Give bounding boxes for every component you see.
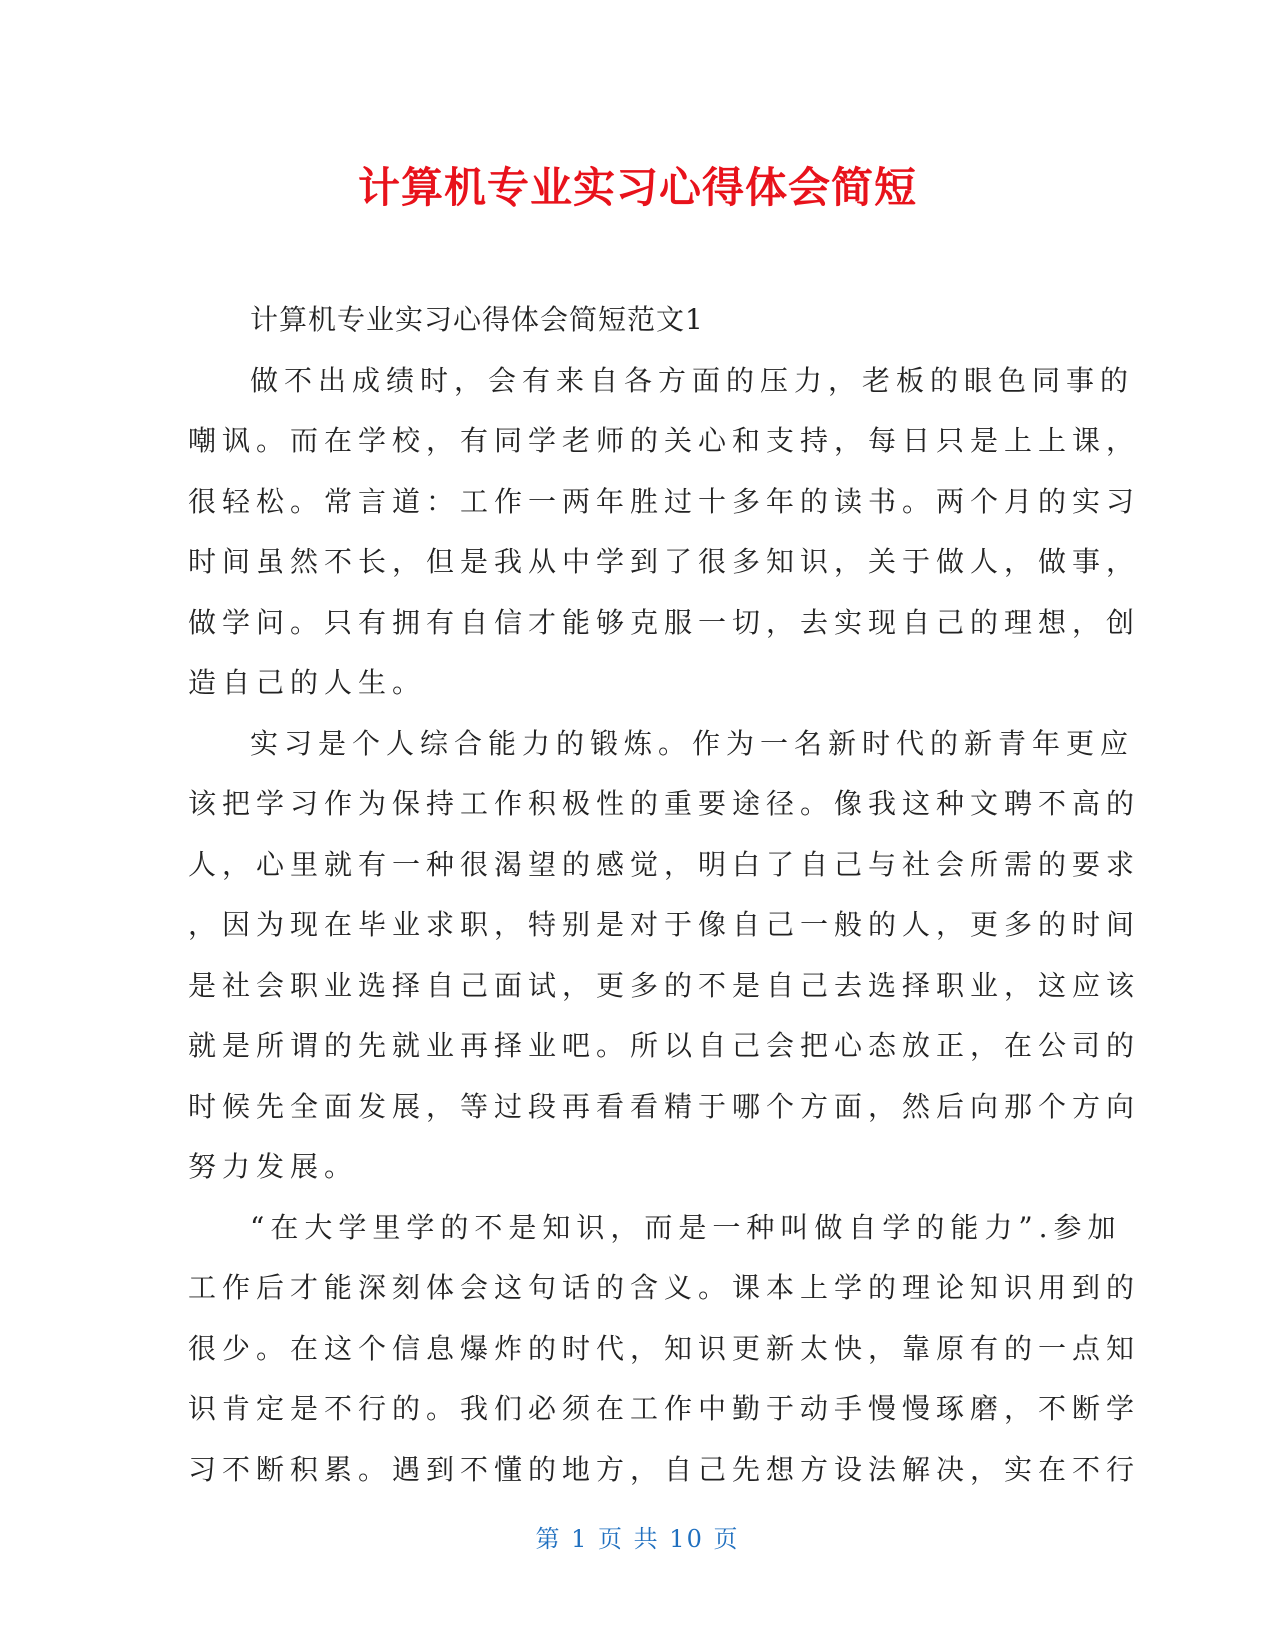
text-line: 人，心里就有一种很渴望的感觉，明白了自己与社会所需的要求 (188, 847, 1141, 881)
text-line: “在大学里学的不是知识，而是一种叫做自学的能力”.参加 (250, 1210, 1122, 1244)
text-line: 识肯定是不行的。我们必须在工作中勤于动手慢慢琢磨，不断学 (188, 1392, 1141, 1425)
document-body (188, 290, 1141, 1500)
text-line: 实习是个人综合能力的锻炼。作为一名新时代的新青年更应 (250, 726, 1135, 760)
text-line: 该把学习作为保持工作积极性的重要途径。像我这种文聘不高的 (188, 787, 1141, 820)
text-line: 很少。在这个信息爆炸的时代，知识更新太快，靠原有的一点知 (188, 1331, 1141, 1365)
text-line: 做学问。只有拥有自信才能够克服一切，去实现自己的理想，创 (188, 605, 1141, 639)
text-line: 很轻松。常言道：工作一两年胜过十多年的读书。两个月的实习 (188, 484, 1141, 518)
text-line: 习不断积累。遇到不懂的地方，自己先想方设法解决，实在不行 (188, 1452, 1141, 1486)
text-line: 工作后才能深刻体会这句话的含义。课本上学的理论知识用到的 (188, 1271, 1141, 1304)
text-line: 时候先全面发展，等过段再看看精于哪个方面，然后向那个方向 (188, 1089, 1141, 1123)
text-line: 就是所谓的先就业再择业吧。所以自己会把心态放正，在公司的 (188, 1029, 1141, 1062)
text-line: 做不出成绩时，会有来自各方面的压力，老板的眼色同事的 (250, 363, 1135, 397)
document-title: 计算机专业实习心得体会简短 (357, 163, 917, 212)
text-line: 时间虽然不长，但是我从中学到了很多知识，关于做人，做事， (188, 545, 1141, 578)
text-line: 造自己的人生。 (188, 666, 427, 699)
text-line: 努力发展。 (188, 1150, 359, 1183)
section-heading: 计算机专业实习心得体会简短范文1 (250, 303, 704, 336)
text-line: ，因为现在毕业求职，特别是对于像自己一般的人，更多的时间 (188, 908, 1141, 941)
page-number-footer: 第 1 页 共 10 页 (535, 1525, 740, 1553)
text-line: 嘲讽。而在学校，有同学老师的关心和支持，每日只是上上课， (188, 424, 1141, 457)
text-line: 是社会职业选择自己面试，更多的不是自己去选择职业，这应该 (188, 968, 1141, 1002)
